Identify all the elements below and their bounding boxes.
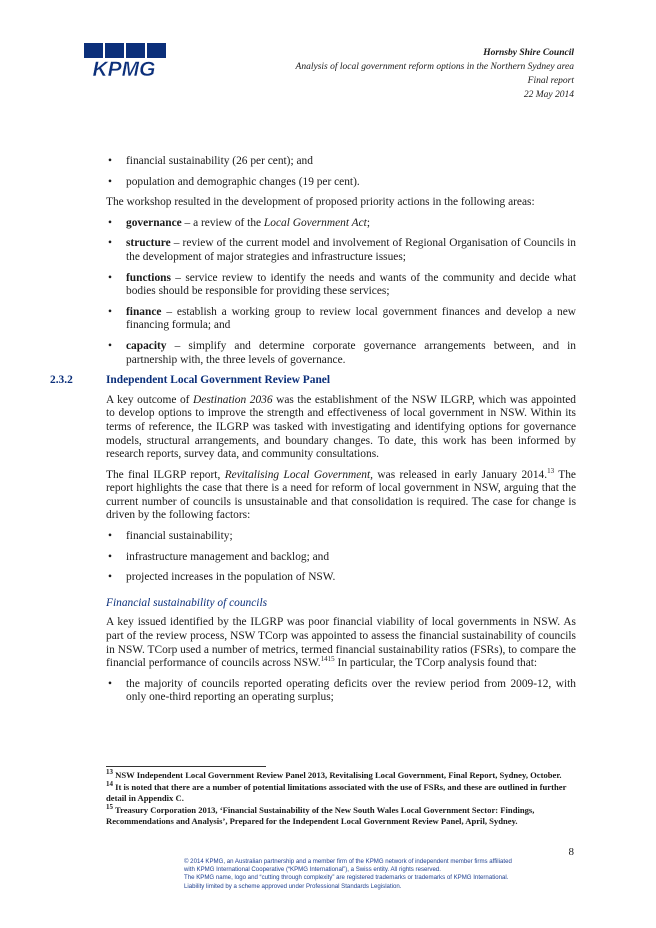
section-number: 2.3.2: [50, 374, 73, 387]
list-item: • the majority of councils reported operating deficits over the review period from 2009-12, with only one-third reporting an operating surplus;: [108, 677, 576, 704]
paragraph: The final ILGRP report, Revitalising Local Government, was released in early January 2014.13 The report highlights the case that there is a need for reform of local government in NSW, arguing that the current number of councils is unsustainable and that consolidation is required. The case for change is driven by the following factors:: [106, 466, 576, 522]
paragraph: A key outcome of Destination 2036 was the establishment of the NSW ILGRP, which was appointed to develop options to improve the strength and effectiveness of local government in NSW. Within its terms of reference, the ILGRP was tasked with investigating and identifying options for governance models, structural arrangements, and boundary changes. To date, this work has been informed by research reports, survey data, and community consultations.: [106, 393, 576, 461]
list-item: • functions – service review to identify the needs and wants of the community and decide what bodies should be responsible for providing these services;: [108, 271, 576, 298]
paragraph: A key issued identified by the ILGRP was poor financial viability of local governments in NSW. As part of the review process, NSW TCorp was appointed to assess the financial sustainability of councils in NSW. TCorp used a number of metrics, termed financial sustainability ratios (FSRs), to compare the financial performance of councils across NSW.$^{1415}$ In particular, the TCorp analysis found that:: [106, 616, 576, 670]
header-company: Hornsby Shire Council: [483, 48, 574, 58]
list-item: • structure – review of the current model and involvement of Regional Organisation of Councils in the development of major strategies and infrastructure issues;: [108, 237, 576, 263]
footer-line: The KPMG name, logo and “cutting through complexity” are registered trademarks or trademarks of KPMG International.: [184, 874, 509, 882]
footer-line: © 2014 KPMG, an Australian partnership and a member firm of the KPMG network of independent member firms affiliated: [184, 858, 512, 865]
footer-line: with KPMG International Cooperative (“KPMG International”), a Swiss entity. All rights reserved.: [184, 866, 441, 874]
list-item: • population and demographic changes (19 per cent).: [108, 175, 360, 188]
page-number: 8: [568, 846, 574, 858]
section-heading: [50, 374, 576, 388]
header-report: Final report: [527, 76, 574, 86]
subheading: Financial sustainability of councils: [106, 596, 268, 609]
body-content: [50, 155, 576, 712]
logo-wordmark: KPMG: [92, 58, 156, 79]
footer-line: Liability limited by a scheme approved under Professional Standards Legislation.: [184, 882, 402, 890]
footnote-ref: 13: [547, 466, 555, 475]
list-item: • finance – establish a working group to review local government finances and develop a new financing formula; and: [108, 305, 576, 332]
footnote-ref: 1415: [320, 655, 335, 664]
header-date: 22 May 2014: [523, 90, 574, 100]
footnote: $^{13}$ NSW Independent Local Government Review Panel 2013, Revitalising Local Government, Final Report, Sydney, October.: [106, 768, 562, 780]
footnote: $^{15}$ Treasury Corporation 2013, ‘Financial Sustainability of the New South Wales Local Government Sector: Findings, Recommendations and Analysis’, Prepared for the Independent Local Government Review Panel, April, Sydney.: [106, 803, 535, 826]
list-item: • projected increases in the population of NSW.: [108, 571, 336, 584]
kpmg-logo: [80, 43, 170, 79]
footnotes: [106, 770, 576, 828]
footnote-divider: [106, 766, 266, 767]
section-title: Independent Local Government Review Panel: [106, 374, 331, 387]
list-item: • financial sustainability (26 per cent); and: [108, 155, 313, 167]
workshop-intro: The workshop resulted in the development of proposed priority actions in the following areas:: [106, 196, 535, 209]
footnote: $^{14}$ It is noted that there are a number of potential limitations associated with the use of FSRs, and these are outlined in further detail in Appendix C.: [106, 780, 567, 803]
running-header: [296, 46, 574, 102]
list-item: • capacity – simplify and determine corporate governance arrangements between, and in partnership with, the three levels of governance.: [108, 339, 576, 366]
list-item: • governance – a review of the Local Government Act;: [108, 216, 371, 229]
list-item: • financial sustainability;: [108, 530, 233, 543]
header-title: Analysis of local government reform options in the Northern Sydney area: [295, 62, 574, 72]
legal-footer: [184, 858, 512, 891]
list-item: • infrastructure management and backlog; and: [108, 550, 330, 563]
